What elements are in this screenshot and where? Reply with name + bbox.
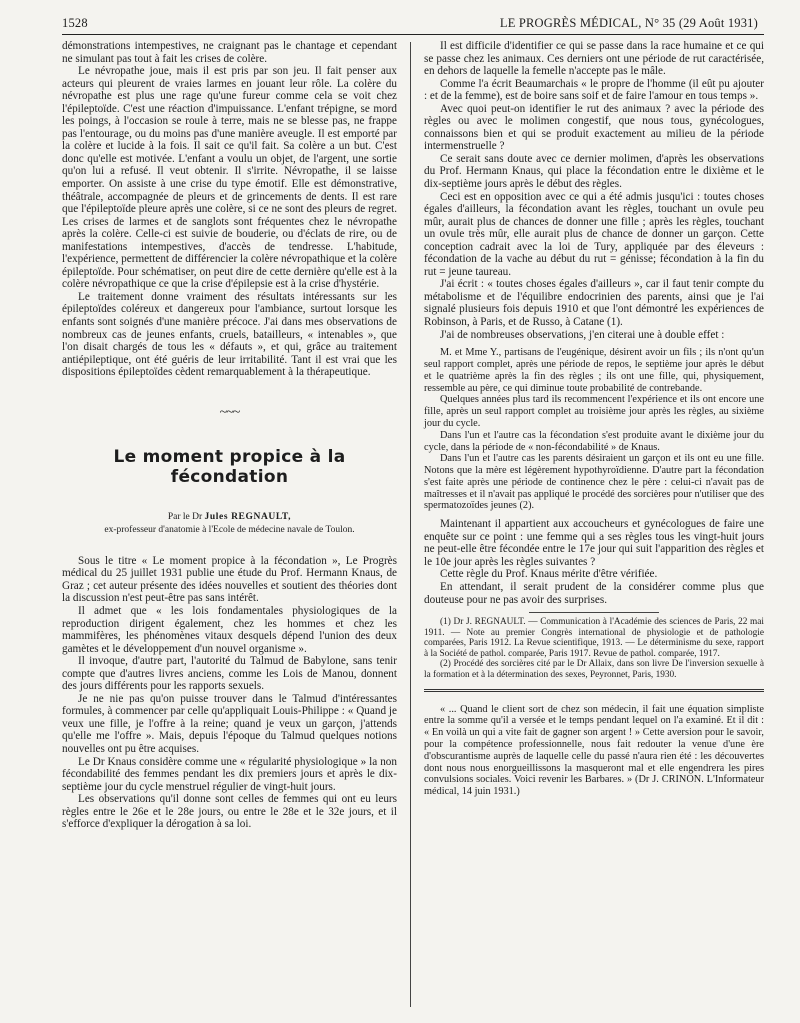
- right-column: [424, 40, 764, 798]
- paragraph: J'ai de nombreuses observations, j'en citerai une à double effet :: [440, 328, 725, 341]
- paragraph: démonstrations intempestives, ne craignant pas le chantage et cependant ne simulant pas tout à fait les crises de colère.: [62, 40, 397, 65]
- byline-affiliation: ex-professeur d'anatomie à l'Ecole de médecine navale de Toulon.: [104, 524, 355, 535]
- paragraph: Sous le titre « Le moment propice à la fécondation », Le Progrès médical du 25 juillet 1931 publie une étude du Prof. Hermann Knaus, de Graz ; cet auteur présente des idées nouvelles et soutient des théories dont la discussion n'est peut-être pas sans intérêt.: [62, 554, 397, 605]
- paragraph: Le Dr Knaus considère comme une « régularité physiologique » la non fécondabilité des femmes pendant les dix premiers jours et après le dix-septième jour du cycle menstruel régulier de vingt-huit jours.: [62, 755, 397, 793]
- paragraph: Les observations qu'il donne sont celles de femmes qui ont eu leurs règles entre le 26e et le 28e jours, ou entre le 28e et le 32e jours, et il s'efforce d'expliquer la dérogation à sa loi.: [62, 793, 397, 831]
- journal-title: LE PROGRÈS MÉDICAL, N° 35 (29 Août 1931): [499, 16, 758, 30]
- paragraph: Maintenant il appartient aux accoucheurs et gynécologues de faire une enquête sur ce point : une femme qui a ses règles tous les vingt-huit jours ne peut-elle être fécondée entre le 17e jour qui suit l'apparition des règles et le 10e jour après les règles suivantes ?: [424, 518, 764, 568]
- footnotes: [424, 617, 764, 681]
- paragraph: Le névropathe joue, mais il est pris par son jeu. Il fait penser aux acteurs qui pleurent de vraies larmes en jouant leur rôle. La colère du névropathe est plus une rage qu'une fureur comme cela se voit chez l'épileptoïde. C'est une réaction d'impuissance. L'enfant trépigne, se mord les poings, à l'occasion se roule à terre, mais ne se blesse pas, ne frappe pas l'entourage, ou du moins pas d'une manière aveugle. Il est emporté par la colère et lucide à la fois. Il sait ce qu'il fait. Sa colère a un but. C'est donc qu'elle est motivée. L'enfant a voulu un objet, de l'argent, une sortie qu'on lui a refusé. Il veut obtenir. Il s'irrite. Névropathe, il se laisse emporter. On assiste à une crise du type émotif. Elle est démonstrative, théâtrale, accompagnée de pleurs et de grincements de dents. Il est rare que l'épileptoïde pleure après une colère, si ce ne sont des pleurs de regret. Les crises de larmes et de sanglots sont fréquentes chez le névropathe après la colère. Celle-ci est suivie de bouderie, ou d'éclats de rire, ou de manifestations intempestives, d'accès de tendresse. L'habitude, l'expérience, permettent de différencier la colère névropathique et la colère épileptoïde. Pour schématiser, on peut dire de cette dernière qu'elle est à la colère névropathique ce que la crise d'épilepsie est à la crise d'hystérie.: [62, 65, 397, 291]
- article-title: Le moment propice à la fécondation: [113, 446, 346, 487]
- page-number: 1528: [62, 16, 88, 30]
- case-paragraph: Dans l'un et l'autre cas la fécondation s'est produite avant le dixième jour du cycle, dans la période de « non-fécondabilité » de Knaus.: [424, 429, 764, 453]
- case-observation: [424, 347, 764, 512]
- ornament-divider: ~~~: [219, 404, 240, 420]
- paragraph: Comme l'a écrit Beaumarchais « le propre de l'homme (il eût pu ajouter : et de la femme), est de boire sans soif et de faire l'amour en tous temps ».: [424, 77, 764, 103]
- paragraph: En attendant, il serait prudent de la considérer comme plus que douteuse pour ne pas avoir des surprises.: [424, 581, 764, 606]
- section-rule: [424, 689, 764, 692]
- case-paragraph: Quelques années plus tard ils recommencent l'expérience et ils ont encore une fille, après un seul rapport complet au troisième jour après les règles, au sixième jour du cycle.: [424, 394, 764, 429]
- paragraph: Il admet que « les lois fondamentales physiologiques de la reproduction dirigent également, chez les hommes et chez les mammifères, les phénomènes vitaux desquels dépend l'union des deux gamètes et le développement d'un nouvel organisme ».: [62, 604, 397, 655]
- paragraph: Ce serait sans doute avec ce dernier molimen, d'après les observations du Prof. Hermann Knaus, qui place la fécondation entre le dixième et le dix-septième jours après le début des règles.: [424, 152, 764, 191]
- byline: [62, 511, 397, 537]
- paragraph: Avec quoi peut-on identifier le rut des animaux ? avec la période des règles ou avec le molimen congestif, que nous tous, gynécologues, connaissons bien et qui se produit exactement au milieu de la période intermenstruelle ?: [424, 102, 764, 153]
- case-paragraph: Dans l'un et l'autre cas les parents désiraient un garçon et ils ont eu une fille. Notons que la mère est légèrement hypothyroïdienne. D'autre part la fécondation s'est faite après une période de continence chez le père : celui-ci n'avait pas de maîtresses et il n'avait pas appliqué le procédé des sorcières pour n'utiliser que des spermatozoïdes jeunes (2).: [424, 453, 764, 512]
- byline-prefix: Par le Dr: [167, 511, 203, 522]
- paragraph: J'ai écrit : « toutes choses égales d'ailleurs », car il faut tenir compte du métabolisme et de l'équilibre endocrinien des parents, ainsi que je l'ai signalé plusieurs fois depuis 1910 et que l'ont démontré les expériences de Robinson, à Paris, et de Russo, à Catane (1).: [424, 278, 764, 329]
- paragraph: Il est difficile d'identifier ce qui se passe dans la race humaine et ce qui se passe chez les animaux. Ces derniers ont une période de rut caractérisée, en dehors de laquelle la femelle n'accepte pas le mâle.: [424, 40, 764, 78]
- left-column: [62, 40, 397, 831]
- footnote: (2) Procédé des sorcières cité par le Dr Allaix, dans son livre De l'inversion sexuelle à la formation et à la détermination des sexes, Peyronnet, Paris, 1930.: [424, 659, 764, 681]
- paragraph: Il invoque, d'autre part, l'autorité du Talmud de Babylone, sans tenir compte que d'autres livres anciens, comme les Lois de Manou, donnent des jours différents pour les rapports sexuels.: [62, 655, 397, 693]
- quote-block: [424, 704, 764, 798]
- case-paragraph: M. et Mme Y., partisans de l'eugénique, désirent avoir un fils ; ils n'ont qu'un seul rapport complet, après une période de repos, le septième jour après le début et le quatrième après la fin des règles ; ils ont une fille, qui, physiquement, ressemble au père, ce qui diminue toute probabilité de contrebande.: [424, 347, 764, 394]
- byline-author: Jules REGNAULT,: [204, 511, 292, 522]
- paragraph: Cette règle du Prof. Knaus mérite d'être vérifiée.: [440, 568, 658, 581]
- footnote: (1) Dr J. REGNAULT. — Communication à l'Académie des sciences de Paris, 22 mai 1911. — Note au premier Congrès international de physiologie et de pathologie comparées, Paris 1912. La Revue scientifique, 1913. — Le déterminisme du sexe, rapport à la Société de pathol. comparée, Paris 1917. Revue de pathol. comparée, 1917.: [424, 617, 764, 659]
- paragraph: Je ne nie pas qu'on puisse trouver dans le Talmud d'intéressantes formules, à commencer par celle qu'appliquait Louis-Philippe : « Quand je veux une fille, je l'offre à la reine; quand je veux un garçon, j'attends qu'elle me l'offre ». Mais, depuis l'époque du Talmud quelques notions nouvelles ont pu être acquises.: [62, 692, 397, 755]
- paragraph: Ceci est en opposition avec ce qui a été admis jusqu'ici : toutes choses égales d'ailleurs, la fécondation avant les règles, touchant un ovule peu mûr, aurait plus de chances de donner une fille ; après les règles, touchant un ovule très mûr, elle aurait plus de chance de donner un garçon. Cette conception cadrait avec la loi de Tury, appliquée par des éleveurs : fécondation de la vache au début du rut = génisse; fécondation à la fin du rut = jeune taureau.: [424, 190, 764, 278]
- header-rule: [62, 34, 764, 35]
- footnote-rule: [529, 612, 659, 613]
- paragraph: Le traitement donne vraiment des résultats intéressants sur les épileptoïdes coléreux et dangereux pour l'ambiance, surtout lorsque les enfants sont soignés d'une manière précoce. J'ai dans mes observations de nombreux cas de jeunes enfants, cruels, batailleurs, « intenables », que l'on disait chargés de tous les « défauts », et qui, grâce au traitement antiépileptique, ont été guéris de leur irritabilité. Tant il est vrai que les dispositions épileptoïdes cèdent remarquablement à la thérapeutique.: [62, 290, 397, 379]
- quote-text: « ... Quand le client sort de chez son médecin, il fait une équation simpliste entre la somme qu'il a versée et le temps pendant lequel on l'a examiné. Et il dit : « En voilà un qui a vite fait de gagner son argent ! » Cette aversion pour le savoir, pour la compétence professionnelle, nous fait redouter la venue d'une ère d'obscurantisme auprès de laquelle celle du passé n'aura rien été : les découvertes dont nous nous enorgueillissons la masqueront mal et elle engendrera les pires convulsions sociales. Voici revenir les Barbares. » (Dr J. CRINON. L'Informateur médical, 14 juin 1931.): [424, 703, 764, 798]
- column-divider: [410, 42, 411, 1007]
- page-header: [62, 14, 762, 34]
